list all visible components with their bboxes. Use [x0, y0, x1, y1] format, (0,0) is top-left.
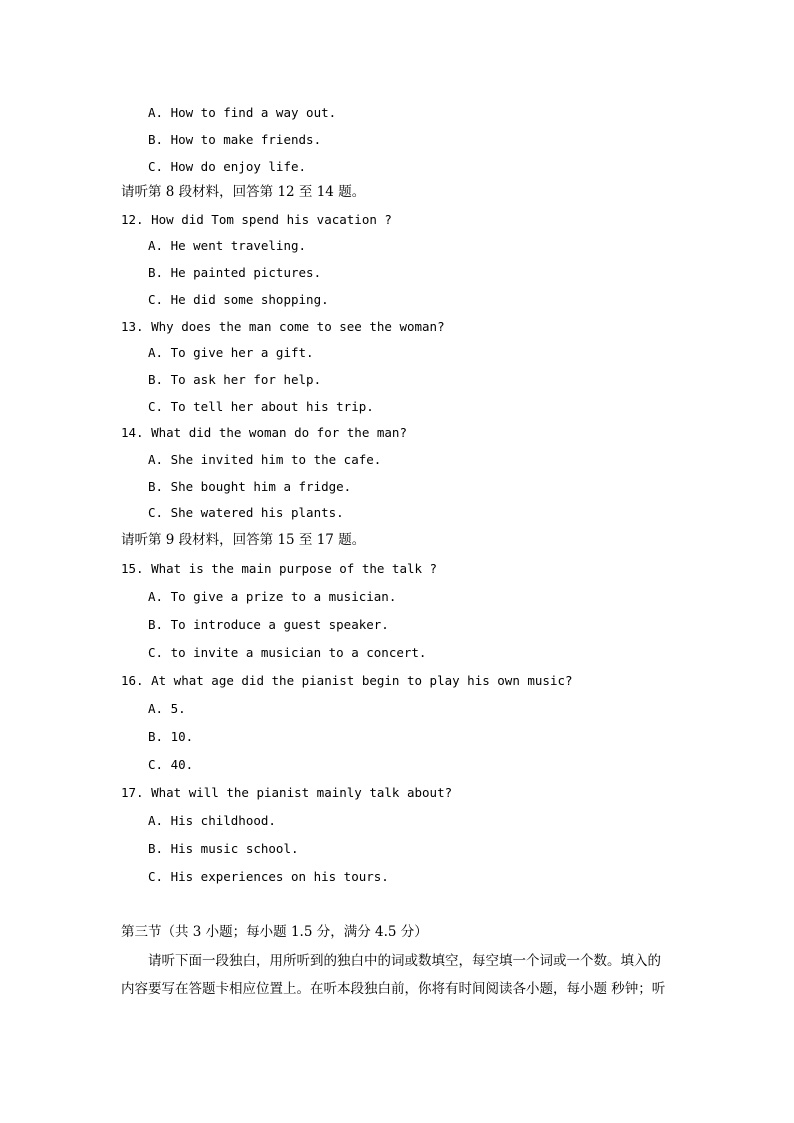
question-12: 12. How did Tom spend his vacation ? — [121, 212, 392, 227]
option-11-a: A. How to find a way out. — [148, 105, 337, 120]
option-15-b: B. To introduce a guest speaker. — [148, 617, 389, 632]
option-11-c: C. How do enjoy life. — [148, 159, 307, 174]
option-14-b: B. She bought him a fridge. — [148, 479, 352, 494]
option-13-c: C. To tell her about his trip. — [148, 399, 374, 414]
option-13-a: A. To give her a gift. — [148, 345, 314, 360]
option-12-b: B. He painted pictures. — [148, 265, 322, 280]
question-14: 14. What did the woman do for the man? — [121, 425, 407, 440]
option-11-b: B. How to make friends. — [148, 132, 322, 147]
question-16: 16. At what age did the pianist begin to play his own music? — [121, 673, 573, 688]
section-paragraph-line-2: 内容要写在答题卡相应位置上。在听本段独白前，你将有时间阅读各小题，每小题 秒钟；听 — [121, 981, 666, 997]
option-17-a: A. His childhood. — [148, 813, 276, 828]
question-17: 17. What will the pianist mainly talk about? — [121, 785, 453, 800]
option-14-a: A. She invited him to the cafe. — [148, 452, 382, 467]
question-13: 13. Why does the man come to see the woman? — [121, 319, 445, 334]
section-heading: 第三节（共 3 小题；每小题 1.5 分，满分 4.5 分） — [121, 924, 428, 940]
instruction-material-9: 请听第 9 段材料，回答第 15 至 17 题。 — [121, 532, 366, 548]
option-13-b: B. To ask her for help. — [148, 372, 322, 387]
option-16-b: B. 10. — [148, 729, 194, 744]
option-16-a: A. 5. — [148, 701, 186, 716]
question-15: 15. What is the main purpose of the talk ? — [121, 561, 438, 576]
section-paragraph-line-1: 请听下面一段独白，用所听到的独白中的词或数填空，每空填一个词或一个数。填入的 — [148, 953, 661, 969]
option-15-a: A. To give a prize to a musician. — [148, 589, 397, 604]
option-16-c: C. 40. — [148, 757, 194, 772]
instruction-material-8: 请听第 8 段材料，回答第 12 至 14 题。 — [121, 184, 366, 200]
option-17-b: B. His music school. — [148, 841, 299, 856]
option-12-a: A. He went traveling. — [148, 238, 307, 253]
option-17-c: C. His experiences on his tours. — [148, 869, 389, 884]
option-12-c: C. He did some shopping. — [148, 292, 329, 307]
option-14-c: C. She watered his plants. — [148, 505, 344, 520]
option-15-c: C. to invite a musician to a concert. — [148, 645, 427, 660]
